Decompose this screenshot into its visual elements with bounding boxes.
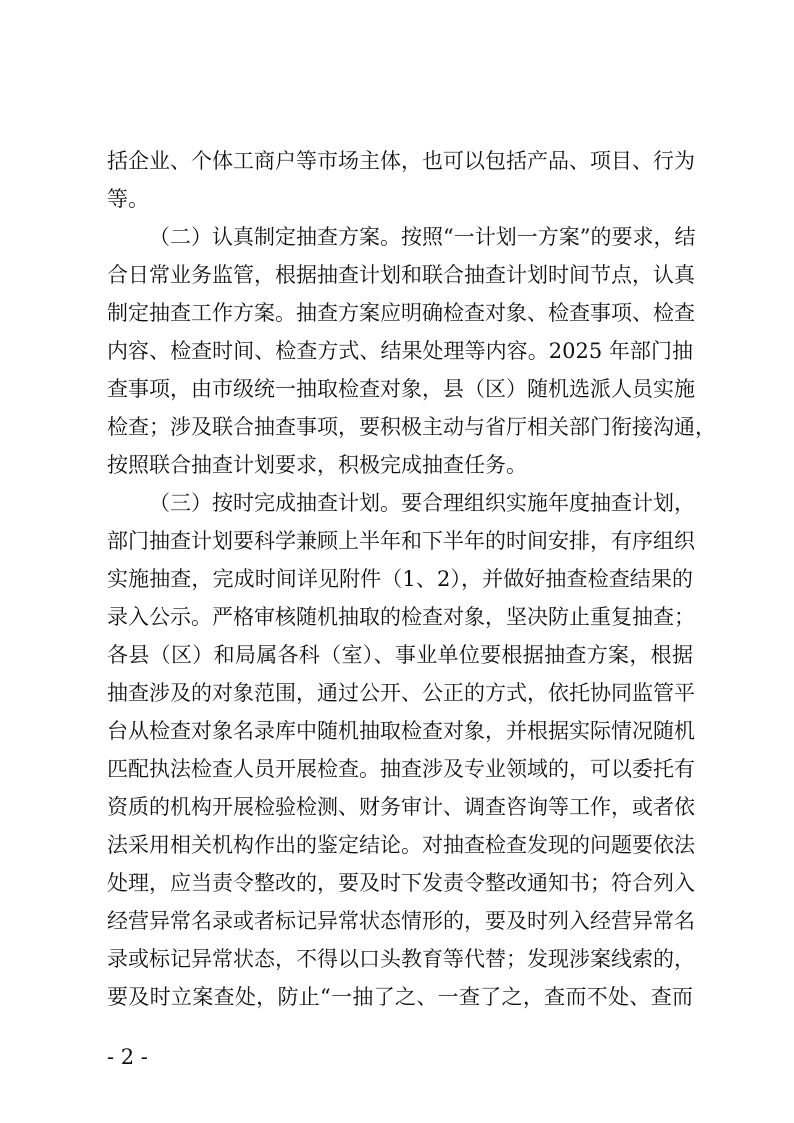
body-line: 制定抽查工作方案。抽查方案应明确检查对象、检查事项、检查 [107,301,695,325]
body-line: 合日常业务监管，根据抽查计划和联合抽查计划时间节点，认真 [107,263,695,287]
body-line: （二）认真制定抽查方案。按照“一计划一方案”的要求，结 [149,225,696,249]
body-line: 按照联合抽查计划要求，积极完成抽查任务。 [107,453,527,477]
body-line: 部门抽查计划要科学兼顾上半年和下半年的时间安排，有序组织 [107,529,695,553]
body-line: 台从检查对象名录库中随机抽取检查对象，并根据实际情况随机 [107,719,695,743]
body-line: 各县（区）和局属各科（室）、事业单位要根据抽查方案，根据 [107,643,693,667]
body-line: 抽查涉及的对象范围，通过公开、公正的方式，依托协同监管平 [107,681,695,705]
body-line: 内容、检查时间、检查方式、结果处理等内容。2025 年部门抽 [107,339,693,363]
body-line: （三）按时完成抽查计划。要合理组织实施年度抽查计划， [149,491,695,515]
body-line: 要及时立案查处，防止“一抽了之、一查了之，查而不处、查而 [107,985,693,1009]
body-line: 检查；涉及联合抽查事项，要积极主动与省厅相关部门衔接沟通， [107,415,716,439]
body-line: 实施抽查，完成时间详见附件（1、2），并做好抽查检查结果的 [107,567,693,591]
body-line: 资质的机构开展检验检测、财务审计、调查咨询等工作，或者依 [107,795,695,819]
page-number: - 2 - [107,1045,148,1069]
body-line: 处理，应当责令整改的，要及时下发责令整改通知书；符合列入 [107,871,695,895]
body-line: 法采用相关机构作出的鉴定结论。对抽查检查发现的问题要依法 [107,833,695,857]
body-line: 录入公示。严格审核随机抽取的检查对象，坚决防止重复抽查； [107,605,695,629]
body-line: 括企业、个体工商户等市场主体，也可以包括产品、项目、行为 [107,149,695,173]
body-line: 匹配执法检查人员开展检查。抽查涉及专业领域的，可以委托有 [107,757,695,781]
body-line: 查事项，由市级统一抽取检查对象，县（区）随机选派人员实施 [107,377,695,401]
body-line: 录或标记异常状态，不得以口头教育等代替；发现涉案线索的， [107,947,695,971]
body-line: 经营异常名录或者标记异常状态情形的，要及时列入经营异常名 [107,909,695,933]
body-line: 等。 [107,187,149,211]
